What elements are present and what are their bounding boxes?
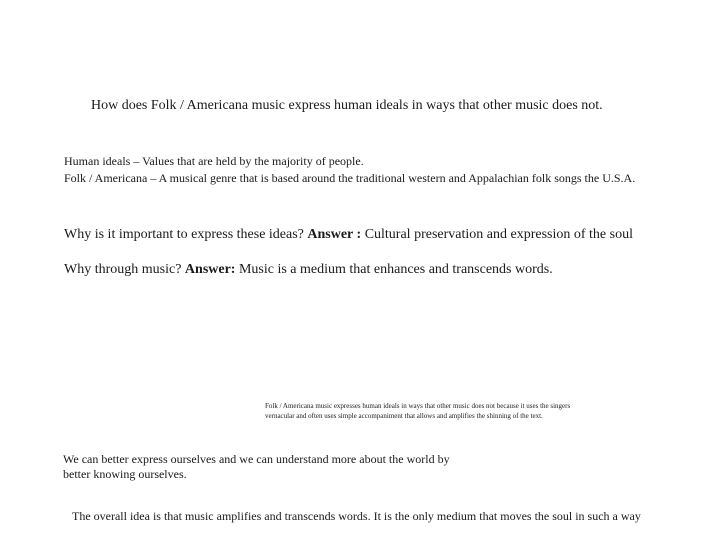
slide-question: How does Folk / Americana music express human ideals in ways that other music does not. xyxy=(91,98,603,113)
overall-idea: The overall idea is that music amplifies and transcends words. It is the only medium that moves the soul in such a way xyxy=(72,509,641,523)
definition-human-ideals: Human ideals – Values that are held by the majority of people. xyxy=(64,154,364,168)
qa-music-question: Why through music? xyxy=(64,262,185,277)
qa-music-answer-label: Answer: xyxy=(184,262,236,277)
qa-music-answer: Music is a medium that enhances and transcends words. xyxy=(235,262,553,277)
better-knowing-text xyxy=(63,452,463,482)
small-explanation-line-1: Folk / Americana music expresses human ideals in ways that other music does not because it uses the singers xyxy=(265,402,571,410)
definition-folk-americana: Folk / Americana – A musical genre that is based around the traditional western and Appalachian folk songs the U.S.A. xyxy=(64,171,636,185)
better-knowing-line-2: better knowing ourselves. xyxy=(63,467,187,481)
qa-importance-question: Why is it important to express these ideas? xyxy=(64,227,308,242)
qa-importance-answer-label: Answer : xyxy=(307,227,362,242)
definitions-block xyxy=(64,153,635,187)
better-knowing-line-1: We can better express ourselves and we can understand more about the world by xyxy=(63,452,450,466)
qa-importance xyxy=(64,226,633,244)
qa-music xyxy=(64,261,553,279)
qa-importance-answer: Cultural preservation and expression of the soul xyxy=(361,227,633,242)
small-explanation xyxy=(265,401,570,421)
small-explanation-line-2: vernacular and often uses simple accompaniment that allows and amplifies the shinning of the text. xyxy=(265,412,543,420)
